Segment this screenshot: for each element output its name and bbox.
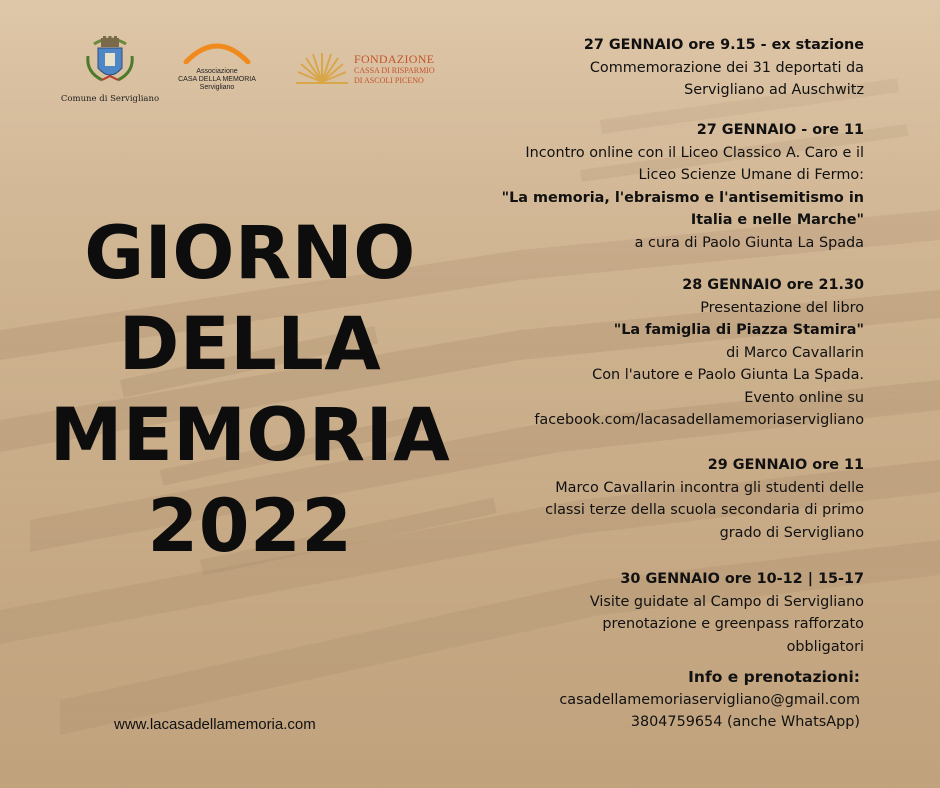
title-line-3: MEMORIA: [49, 393, 451, 478]
facebook-link[interactable]: facebook.com/lacasadellamemoriaservigliano: [534, 412, 864, 428]
event-line: prenotazione e greenpass rafforzato: [602, 616, 864, 632]
event-line: classi terze della scuola secondaria di primo: [545, 502, 864, 518]
association-line-3: Servigliano: [199, 84, 235, 91]
event-line: Presentazione del libro: [700, 299, 864, 316]
event-heading: 30 GENNAIO ore 10-12 | 15-17: [620, 571, 864, 587]
event-line: a cura di Paolo Giunta La Spada: [634, 234, 864, 251]
comune-logo: [60, 36, 160, 104]
association-logo: [168, 38, 266, 92]
fondazione-title: FONDAZIONE: [354, 52, 435, 66]
comune-caption: Comune di Servigliano: [60, 94, 160, 104]
event-heading: 29 GENNAIO ore 11: [707, 457, 864, 473]
event-item: [545, 454, 864, 544]
sponsor-logos: [60, 36, 460, 106]
event-line: Commemorazione dei 31 deportati da: [589, 59, 864, 76]
association-line-2: CASA DELLA MEMORIA: [178, 76, 256, 83]
event-line: grado di Servigliano: [719, 524, 864, 541]
title-line-2: DELLA: [118, 302, 382, 387]
event-heading: 27 GENNAIO - ore 11: [696, 122, 864, 138]
fondazione-logo: [292, 50, 452, 90]
event-line: Visite guidate al Campo di Servigliano: [589, 593, 864, 610]
title-line-4: 2022: [147, 484, 353, 569]
event-line: Incontro online con il Liceo Classico A. Caro e il: [525, 144, 864, 161]
event-line: di Marco Cavallarin: [726, 344, 864, 361]
event-heading: 27 GENNAIO ore 9.15 - ex stazione: [583, 37, 864, 53]
event-item: [584, 34, 864, 102]
contact-heading: Info e prenotazioni:: [688, 668, 860, 686]
fondazione-subtitle: [354, 66, 435, 86]
coat-of-arms-icon: [82, 36, 138, 88]
contact-email[interactable]: casadellamemoriaservigliano@gmail.com: [559, 691, 860, 708]
fondazione-line-2: DI ASCOLI PICENO: [354, 76, 424, 85]
event-item: [590, 568, 864, 658]
event-line: obbligatori: [786, 638, 864, 655]
website-url: www.lacasadellamemoria.com: [114, 716, 316, 733]
contact-info: [559, 666, 860, 734]
event-line: Con l'autore e Paolo Giunta La Spada.: [592, 367, 864, 383]
event-item: [502, 119, 864, 254]
association-line-1: Associazione: [196, 68, 238, 75]
event-talk-title: Italia e nelle Marche": [690, 212, 864, 228]
event-line: Liceo Scienze Umane di Fermo:: [638, 167, 864, 183]
event-book-title: "La famiglia di Piazza Stamira": [613, 322, 864, 338]
event-talk-title: "La memoria, l'ebraismo e l'antisemitismo in: [501, 189, 864, 206]
event-title: [22, 208, 478, 572]
title-line-1: GIORNO: [84, 211, 416, 296]
fan-shell-icon: [292, 50, 352, 86]
sun-arc-icon: [182, 38, 252, 64]
event-item: [534, 274, 864, 432]
event-heading: 28 GENNAIO ore 21.30: [682, 277, 864, 293]
event-line: Marco Cavallarin incontra gli studenti delle: [555, 479, 864, 496]
event-line: Servigliano ad Auschwitz: [684, 82, 864, 98]
fondazione-line-1: CASSA DI RISPARMIO: [354, 66, 435, 75]
event-line: Evento online su: [744, 389, 864, 406]
contact-phone[interactable]: 3804759654 (anche WhatsApp): [630, 714, 860, 730]
